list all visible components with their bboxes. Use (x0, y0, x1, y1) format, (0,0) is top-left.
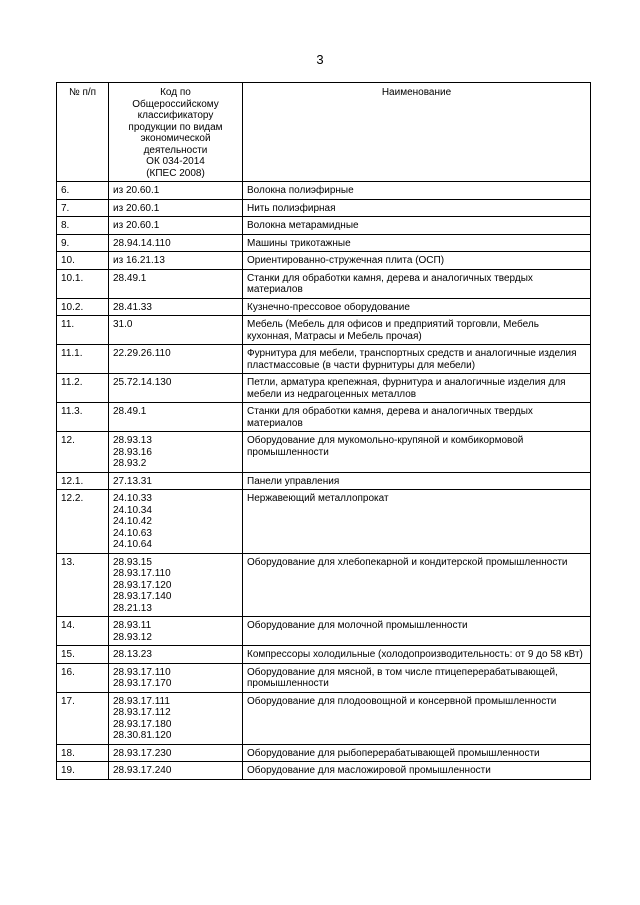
table-row (57, 490, 591, 554)
okpd-code: 28.21.13 (113, 602, 152, 614)
table-row (57, 234, 591, 252)
row-codes (109, 744, 243, 762)
row-name: Панели управления (243, 472, 591, 490)
header-code-line: классификатору (137, 110, 214, 121)
okpd-code: 28.93.16 (113, 446, 152, 458)
row-codes (109, 345, 243, 374)
row-name: Фурнитура для мебели, транспортных средств и аналогичные изделия пластмассовые (в части фурнитуры для мебели) (243, 345, 591, 374)
okpd-code: 24.10.42 (113, 516, 152, 527)
table-header-row (57, 83, 591, 182)
row-codes (109, 199, 243, 217)
table-row (57, 374, 591, 403)
okpd-code: 28.30.81.120 (113, 730, 172, 741)
okpd-code: 28.93.17.170 (113, 678, 172, 689)
row-name: Машины трикотажные (243, 234, 591, 252)
okpd-code: 28.93.17.240 (113, 765, 172, 776)
page-number: 3 (316, 52, 324, 67)
table-row (57, 217, 591, 235)
row-codes (109, 234, 243, 252)
header-name: Наименование (243, 83, 591, 182)
row-number: 10.2. (57, 298, 109, 316)
row-number: 9. (57, 234, 109, 252)
row-number: 17. (57, 692, 109, 744)
okpd-code: 28.93.13 (113, 435, 152, 446)
row-number: 12.1. (57, 472, 109, 490)
row-codes (109, 403, 243, 432)
table-row (57, 472, 591, 490)
row-name: Кузнечно-прессовое оборудование (243, 298, 591, 316)
okpd-code: 28.93.17.112 (113, 707, 171, 718)
okpd-code: 28.93.17.230 (113, 747, 172, 759)
okpd-code: 28.49.1 (113, 406, 147, 417)
row-codes (109, 617, 243, 646)
row-number: 10. (57, 252, 109, 270)
header-code-line: Код по (160, 87, 191, 98)
okpd-code: 25.72.14.130 (113, 377, 172, 388)
table-row (57, 617, 591, 646)
row-number: 18. (57, 744, 109, 762)
okpd-code: из 20.60.1 (113, 220, 160, 231)
okpd-code: 27.13.31 (113, 475, 152, 487)
row-codes (109, 472, 243, 490)
table-row (57, 403, 591, 432)
product-table (56, 82, 591, 780)
row-name: Оборудование для масложировой промышленности (243, 762, 591, 780)
okpd-code: из 20.60.1 (113, 202, 160, 214)
row-name: Мебель (Мебель для офисов и предприятий торговли, Мебель кухонная, Матрасы и Мебель прочая) (243, 316, 591, 345)
okpd-code: 28.93.15 (113, 556, 152, 568)
row-name: Оборудование для мукомольно-крупяной и комбикормовой промышленности (243, 432, 591, 473)
row-name: Ориентированно-стружечная плита (ОСП) (243, 252, 591, 270)
header-code-line: Общероссийскому (132, 98, 219, 110)
okpd-code: 24.10.34 (113, 504, 152, 516)
okpd-code: 28.93.17.111 (113, 695, 170, 707)
row-number: 11.1. (57, 345, 109, 374)
okpd-code: 28.13.23 (113, 649, 152, 660)
row-number: 11. (57, 316, 109, 345)
row-number: 15. (57, 646, 109, 664)
row-codes (109, 762, 243, 780)
row-name: Станки для обработки камня, дерева и аналогичных твердых материалов (243, 403, 591, 432)
row-number: 7. (57, 199, 109, 217)
okpd-code: 28.41.33 (113, 301, 152, 313)
header-code-line: (КПЕС 2008) (146, 167, 205, 179)
row-codes (109, 269, 243, 298)
table-row (57, 199, 591, 217)
row-number: 16. (57, 663, 109, 692)
row-codes (109, 374, 243, 403)
okpd-code: 28.49.1 (113, 272, 147, 284)
row-codes (109, 217, 243, 235)
row-number: 19. (57, 762, 109, 780)
table-row (57, 646, 591, 664)
row-codes (109, 692, 243, 744)
row-number: 11.2. (57, 374, 109, 403)
row-codes (109, 663, 243, 692)
row-name: Петли, арматура крепежная, фурнитура и аналогичные изделия для мебели из недрагоценных металлов (243, 374, 591, 403)
row-number: 12.2. (57, 490, 109, 554)
table-row (57, 692, 591, 744)
header-code-line: экономической (140, 133, 211, 144)
table-row (57, 316, 591, 345)
okpd-code: 22.29.26.110 (113, 348, 171, 359)
table-row (57, 762, 591, 780)
row-name: Нить полиэфирная (243, 199, 591, 217)
okpd-code: 28.93.17.110 (113, 666, 171, 678)
row-codes (109, 316, 243, 345)
table-row (57, 663, 591, 692)
table-row (57, 345, 591, 374)
row-codes (109, 553, 243, 617)
row-number: 8. (57, 217, 109, 235)
row-codes (109, 252, 243, 270)
table-row (57, 298, 591, 316)
row-name: Станки для обработки камня, дерева и аналогичных твердых материалов (243, 269, 591, 298)
row-name: Оборудование для хлебопекарной и кондитерской промышленности (243, 553, 591, 617)
okpd-code: из 16.21.13 (113, 255, 165, 266)
okpd-code: 24.10.64 (113, 539, 152, 550)
row-name: Оборудование для рыбоперерабатывающей промышленности (243, 744, 591, 762)
okpd-code: 28.93.11 (113, 620, 152, 631)
header-num: № п/п (57, 83, 109, 182)
okpd-code: 31.0 (113, 319, 133, 330)
row-name: Волокна полиэфирные (243, 182, 591, 200)
table-row (57, 553, 591, 617)
row-codes (109, 298, 243, 316)
row-codes (109, 182, 243, 200)
header-code-line: деятельности (143, 144, 208, 156)
okpd-code: 28.93.17.120 (113, 579, 172, 591)
row-name: Нержавеющий металлопрокат (243, 490, 591, 554)
row-codes (109, 490, 243, 554)
header-code (109, 83, 243, 182)
row-codes (109, 646, 243, 664)
okpd-code: 24.10.33 (113, 493, 152, 504)
okpd-code: из 20.60.1 (113, 185, 160, 196)
okpd-code: 28.93.12 (113, 631, 152, 643)
header-code-line: ОК 034-2014 (146, 156, 205, 167)
table-row (57, 744, 591, 762)
row-number: 11.3. (57, 403, 109, 432)
row-number: 12. (57, 432, 109, 473)
okpd-code: 28.93.17.110 (113, 568, 171, 579)
row-number: 13. (57, 553, 109, 617)
row-codes (109, 432, 243, 473)
row-name: Волокна метарамидные (243, 217, 591, 235)
row-name: Оборудование для молочной промышленности (243, 617, 591, 646)
row-number: 14. (57, 617, 109, 646)
table-row (57, 252, 591, 270)
table-row (57, 432, 591, 473)
okpd-code: 28.93.2 (113, 458, 147, 469)
row-name: Компрессоры холодильные (холодопроизводительность: от 9 до 58 кВт) (243, 646, 591, 664)
table-row (57, 182, 591, 200)
okpd-code: 28.94.14.110 (113, 237, 171, 249)
okpd-code: 24.10.63 (113, 527, 152, 539)
row-number: 6. (57, 182, 109, 200)
row-name: Оборудование для плодоовощной и консервной промышленности (243, 692, 591, 744)
okpd-code: 28.93.17.180 (113, 718, 172, 730)
okpd-code: 28.93.17.140 (113, 591, 172, 602)
table-row (57, 269, 591, 298)
row-name: Оборудование для мясной, в том числе птицеперерабатывающей, промышленности (243, 663, 591, 692)
header-code-line: продукции по видам (128, 121, 223, 133)
row-number: 10.1. (57, 269, 109, 298)
